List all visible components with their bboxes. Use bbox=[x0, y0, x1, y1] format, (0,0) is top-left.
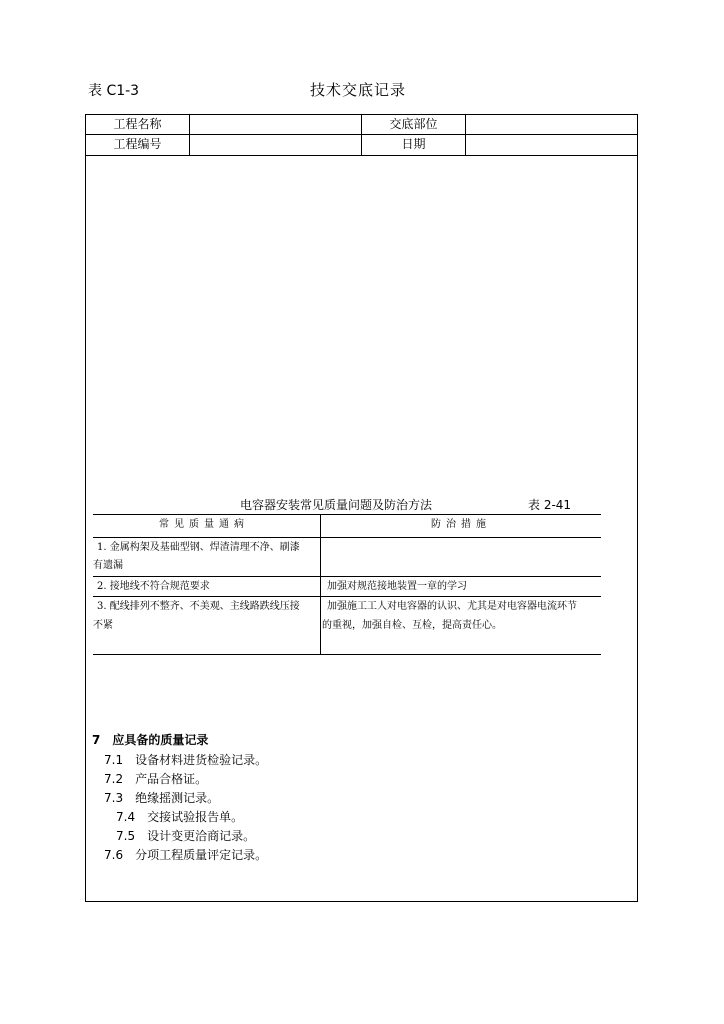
quality-table-number: 表 2-41 bbox=[528, 498, 572, 512]
problem-1-line2: 有遗漏 bbox=[93, 560, 123, 571]
briefing-part-value[interactable] bbox=[466, 115, 637, 134]
date-value[interactable] bbox=[466, 135, 637, 155]
solution-3-line1: 加强施工工人对电容器的认识、尤其是对电容器电流环节 bbox=[327, 601, 577, 612]
project-name-label: 工程名称 bbox=[86, 115, 190, 134]
project-name-value[interactable] bbox=[190, 115, 362, 134]
record-item: 7.3 绝缘摇测记录。 bbox=[104, 791, 220, 805]
project-number-label: 工程编号 bbox=[86, 135, 190, 155]
info-row-project-name bbox=[86, 115, 637, 135]
record-item: 7.1 设备材料进货检验记录。 bbox=[104, 753, 268, 767]
record-item: 7.6 分项工程质量评定记录。 bbox=[104, 848, 268, 862]
problem-1-line1: 1. 金属构架及基础型钢、焊渣清理不净、刷漆 bbox=[97, 542, 300, 553]
quality-records-heading: 7 应具备的质量记录 bbox=[92, 733, 209, 747]
record-item: 7.5 设计变更洽商记录。 bbox=[116, 829, 256, 843]
record-item: 7.2 产品合格证。 bbox=[104, 772, 208, 786]
problem-2-line1: 2. 接地线不符合规范要求 bbox=[97, 581, 210, 592]
info-row-project-number bbox=[86, 135, 637, 156]
quality-table-caption: 电容器安装常见质量问题及防治方法 bbox=[240, 498, 433, 512]
col-header-problems: 常见质量通病 bbox=[159, 519, 249, 530]
problem-3-line1: 3. 配线排列不整齐、不美观、主线路跌线压接 bbox=[97, 601, 300, 612]
form-code: 表 C1-3 bbox=[88, 83, 140, 99]
date-label: 日期 bbox=[362, 135, 466, 155]
record-item: 7.4 交接试验报告单。 bbox=[116, 810, 244, 824]
col-header-measures: 防治措施 bbox=[431, 519, 491, 530]
form-title: 技术交底记录 bbox=[310, 81, 407, 99]
solution-2-line1: 加强对规范接地装置一章的学习 bbox=[327, 581, 467, 592]
project-number-value[interactable] bbox=[190, 135, 362, 155]
quality-issues-table bbox=[93, 514, 601, 655]
problem-3-line2: 不紧 bbox=[93, 620, 113, 631]
solution-3-line2: 的重视，加强自检、互检，提高责任心。 bbox=[322, 620, 502, 631]
column-divider bbox=[320, 515, 321, 654]
briefing-part-label: 交底部位 bbox=[362, 115, 466, 134]
